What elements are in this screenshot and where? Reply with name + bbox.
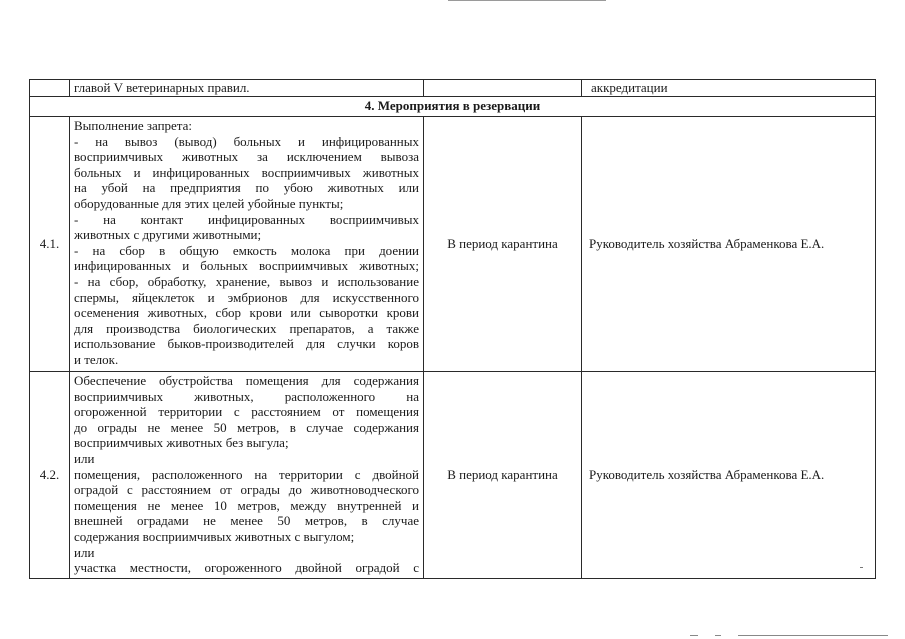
text-line: - на контакт инфицированных восприимчивых: [74, 211, 419, 227]
text-line: для производства биологических препаратов, а также: [74, 320, 419, 336]
row-period: В период карантина: [424, 372, 582, 579]
scan-mark: [860, 567, 863, 568]
text-line: восприимчивых животных за исключением вывоза: [74, 149, 419, 165]
text-line: восприимчивых животных, расположенного на: [74, 388, 419, 404]
period-cell-empty: [424, 80, 582, 97]
text-line: участка местности, огороженного двойной оградой с: [74, 560, 419, 576]
top-row-responsible: аккредитации: [591, 80, 668, 96]
text-line: инфицированных и больных восприимчивых животных;: [74, 258, 419, 274]
table-row: [30, 117, 876, 372]
text-line: оградой с расстоянием от ограды до животноводческого: [74, 482, 419, 498]
text-cell: [70, 80, 424, 97]
section-title: 4. Мероприятия в резервации: [30, 97, 876, 117]
scan-dash: [690, 635, 698, 636]
measures-table: [29, 79, 876, 579]
text-line: оборудованные для этих целей убойные пункты;: [74, 195, 344, 211]
row-measure-text: [70, 372, 424, 579]
row-responsible: Руководитель хозяйства Абраменкова Е.А.: [582, 372, 876, 579]
scan-dash: [738, 635, 888, 636]
top-row-text: главой V ветеринарных правил.: [74, 80, 250, 96]
text-line: животных с другими животными;: [74, 227, 262, 243]
section-header-row: [30, 97, 876, 117]
text-line: помещения не менее 10 метров, между внутренней и: [74, 497, 419, 513]
row-period: В период карантина: [424, 117, 582, 372]
text-line: - на сбор в общую емкость молока при доении: [74, 242, 419, 258]
text-line: помещения, расположенного на территории с двойной: [74, 466, 419, 482]
text-line: внешней оградами не менее 50 метров, в случае: [74, 513, 419, 529]
table-row: [30, 372, 876, 579]
text-line: и телок.: [74, 351, 119, 367]
text-line: - на сбор, обработку, хранение, вывоз и использование: [74, 273, 419, 289]
text-line: использование быков-производителей для случки коров: [74, 336, 419, 352]
scan-dash: [715, 635, 721, 636]
text-line: больных и инфицированных восприимчивых животных: [74, 164, 419, 180]
text-line: спермы, яйцеклеток и эмбрионов для искусственного: [74, 289, 419, 305]
text-line: или: [74, 450, 95, 466]
text-line: или: [74, 544, 95, 560]
text-line: огороженной территории с расстоянием от помещения: [74, 404, 419, 420]
text-line: восприимчивых животных без выгула;: [74, 435, 289, 451]
table-row-top-fragment: [30, 80, 876, 97]
text-line: - на вывоз (вывод) больных и инфицированных: [74, 133, 419, 149]
text-line: до ограды не менее 50 метров, в случае содержания: [74, 419, 419, 435]
text-line: на убой на предприятия по убою животных или: [74, 180, 419, 196]
text-line: осеменения животных, сбор крови или сыворотки крови: [74, 305, 419, 321]
num-cell-empty: [30, 80, 70, 97]
page-top-rule: [448, 0, 606, 1]
row-number: 4.1.: [30, 117, 70, 372]
text-line: Обеспечение обустройства помещения для содержания: [74, 373, 419, 388]
text-line: содержания восприимчивых животных с выгулом;: [74, 528, 355, 544]
responsible-cell: [582, 80, 876, 97]
text-line: Выполнение запрета:: [74, 118, 193, 133]
row-responsible: Руководитель хозяйства Абраменкова Е.А.: [582, 117, 876, 372]
row-number: 4.2.: [30, 372, 70, 579]
row-measure-text: [70, 117, 424, 372]
